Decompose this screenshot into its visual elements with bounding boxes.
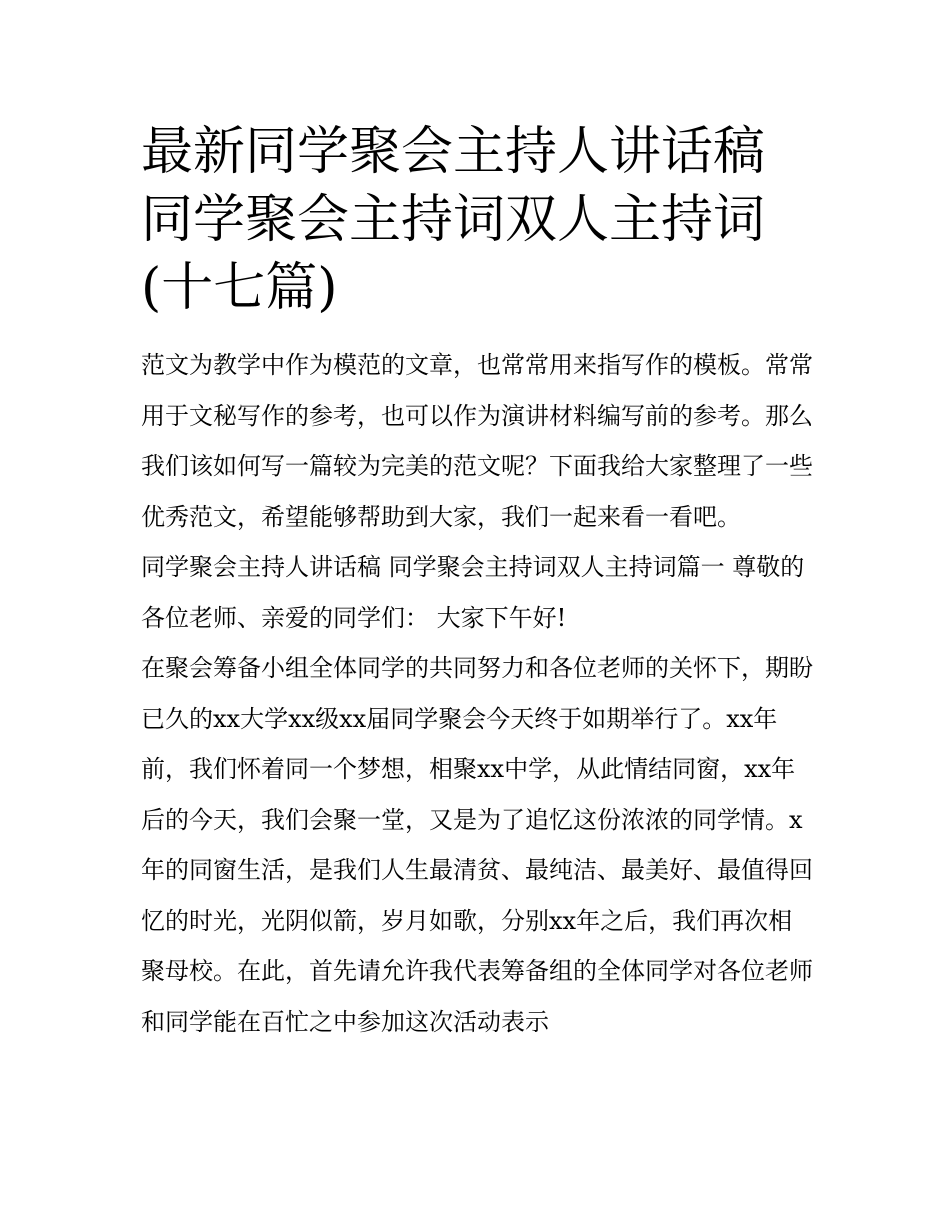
paragraph-intro: 范文为教学中作为模范的文章，也常常用来指写作的模板。常常用于文秘写作的参考，也可以作为演讲材料编写前的参考。那么我们该如何写一篇较为完美的范文呢？下面我给大家整理了一些优秀范文，希望能够帮助到大家，我们一起来看一看吧。 <box>141 351 813 531</box>
document-title: 最新同学聚会主持人讲话稿 同学聚会主持词双人主持词(十七篇) <box>141 122 766 318</box>
paragraph-greeting: 同学聚会主持人讲话稿 同学聚会主持词双人主持词篇一 尊敬的各位老师、亲爱的同学们： 大家下午好! <box>141 553 805 632</box>
document-page <box>141 118 813 1047</box>
document-body <box>141 340 813 1047</box>
paragraph-main: 在聚会筹备小组全体同学的共同努力和各位老师的关怀下，期盼已久的xx大学xx级xx届同学聚会今天终于如期举行了。xx年前，我们怀着同一个梦想，相聚xx中学，从此情结同窗，xx年后的今天，我们会聚一堂，又是为了追忆这份浓浓的同学情。x年的同窗生活，是我们人生最清贫、最纯洁、最美好、最值得回忆的时光，光阴似箭，岁月如歌，分别xx年之后，我们再次相聚母校。在此，首先请允许我代表筹备组的全体同学对各位老师和同学能在百忙之中参加这次活动表示 <box>141 654 813 1036</box>
